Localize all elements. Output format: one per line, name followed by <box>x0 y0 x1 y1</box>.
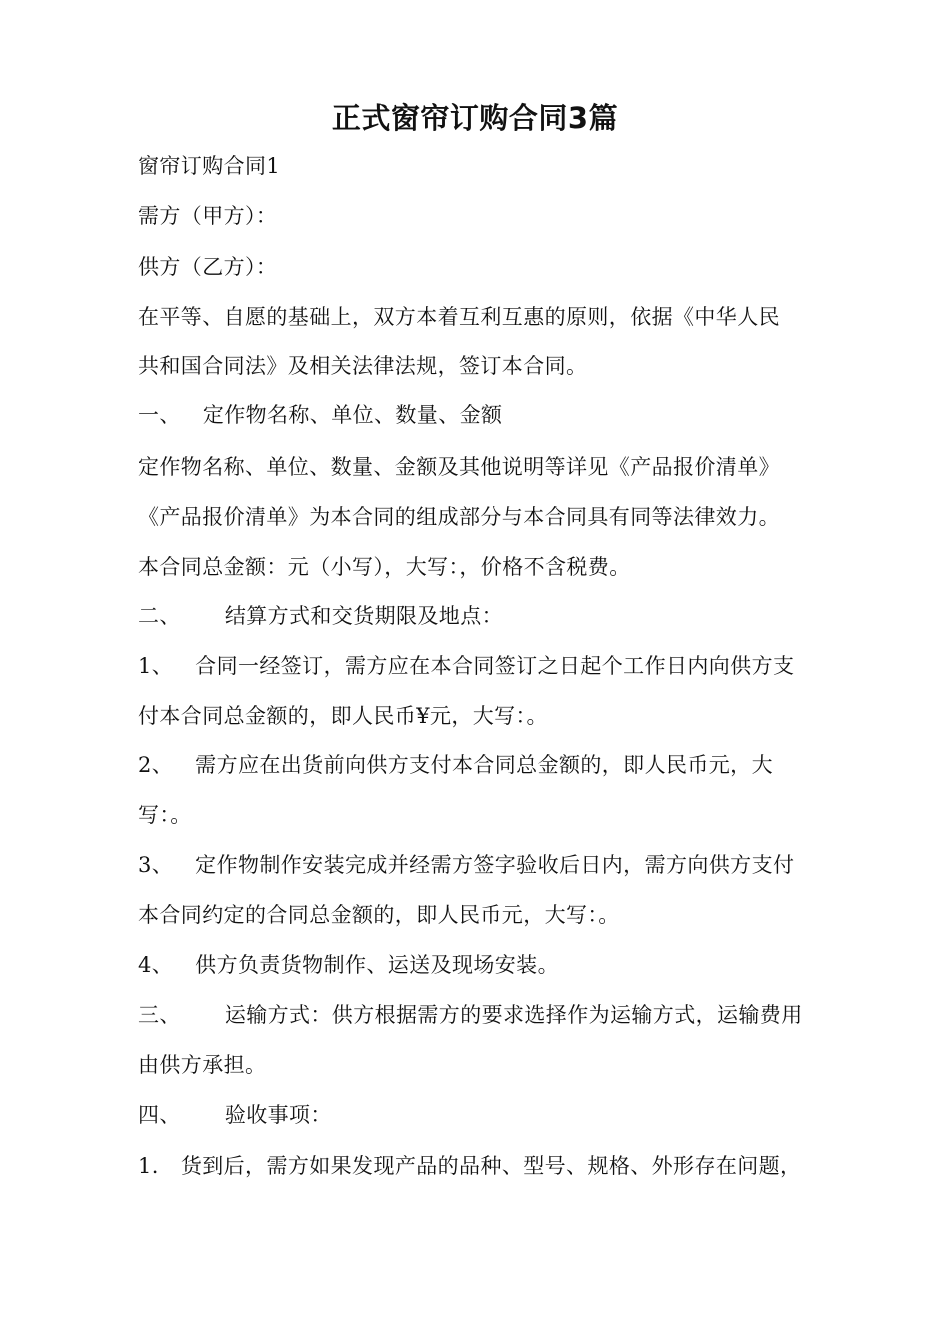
section-heading-text: 结算方式和交货期限及地点： <box>224 604 504 628</box>
list-item-line <box>138 1149 801 1183</box>
line-text: 窗帘订购合同1 <box>138 154 281 178</box>
section-heading-text: 运输方式：供方根据需方的要求选择作为运输方式，运输费用 <box>224 1003 803 1027</box>
section-number: 三、 <box>138 1003 181 1027</box>
line-text: 合同一经签订，需方应在本合同签订之日起个工作日内向供方支 <box>195 654 795 678</box>
line-text: 由供方承担。 <box>138 1053 267 1077</box>
section-heading-2 <box>138 599 503 633</box>
paragraph-line <box>138 450 780 484</box>
item-number: 3、 <box>138 853 174 877</box>
item-number: 4、 <box>138 953 174 977</box>
item-number: 1、 <box>138 654 174 678</box>
party-b-line <box>138 250 277 284</box>
list-item-line <box>138 748 773 782</box>
line-text: 供方负责货物制作、运送及现场安装。 <box>195 953 559 977</box>
line-text: 《产品报价清单》为本合同的组成部分与本合同具有同等法律效力。 <box>138 505 780 529</box>
paragraph-line <box>138 300 780 334</box>
contract-subtitle <box>138 149 280 183</box>
line-text: 货到后，需方如果发现产品的品种、型号、规格、外形存在问题， <box>180 1154 802 1178</box>
line-text: 写：。 <box>138 803 192 827</box>
line-text: 付本合同总金额的，即人民币¥元，大写：。 <box>138 704 548 728</box>
section-number: 四、 <box>138 1103 181 1127</box>
line-text: 需方应在出货前向供方支付本合同总金额的，即人民币元，大 <box>195 753 773 777</box>
line-text: 本合同约定的合同总金额的，即人民币元，大写：。 <box>138 903 620 927</box>
paragraph-line <box>138 349 587 383</box>
list-item-line <box>138 848 794 882</box>
list-item-line <box>138 948 559 982</box>
item-number: 1. <box>138 1154 159 1178</box>
section-heading-text: 验收事项： <box>224 1103 332 1127</box>
section-heading-3 <box>138 998 803 1032</box>
section-heading-1 <box>138 398 502 432</box>
section-number: 一、 <box>138 403 181 427</box>
line-text: 本合同总金额：元（小写），大写：，价格不含税费。 <box>138 555 631 579</box>
line-text: 共和国合同法》及相关法律法规，签订本合同。 <box>138 354 588 378</box>
list-item-line <box>138 649 794 683</box>
party-a-line <box>138 199 277 233</box>
paragraph-line <box>138 500 780 534</box>
document-title: 正式窗帘订购合同3篇 <box>331 101 619 135</box>
line-text: 供方（乙方）： <box>138 255 278 279</box>
line-text: 定作物制作安装完成并经需方签字验收后日内，需方向供方支付 <box>195 853 795 877</box>
item-number: 2、 <box>138 753 174 777</box>
section-heading-4 <box>138 1098 332 1132</box>
section-number: 二、 <box>138 604 181 628</box>
line-text: 在平等、自愿的基础上，双方本着互利互惠的原则，依据《中华人民 <box>138 305 780 329</box>
paragraph-line <box>138 550 631 584</box>
line-text: 需方（甲方）： <box>138 204 278 228</box>
paragraph-line <box>138 798 192 832</box>
line-text: 定作物名称、单位、数量、金额及其他说明等详见《产品报价清单》 <box>138 455 780 479</box>
paragraph-line <box>138 1048 266 1082</box>
paragraph-line <box>138 898 620 932</box>
paragraph-line <box>138 699 548 733</box>
section-heading-text: 定作物名称、单位、数量、金额 <box>202 403 503 427</box>
